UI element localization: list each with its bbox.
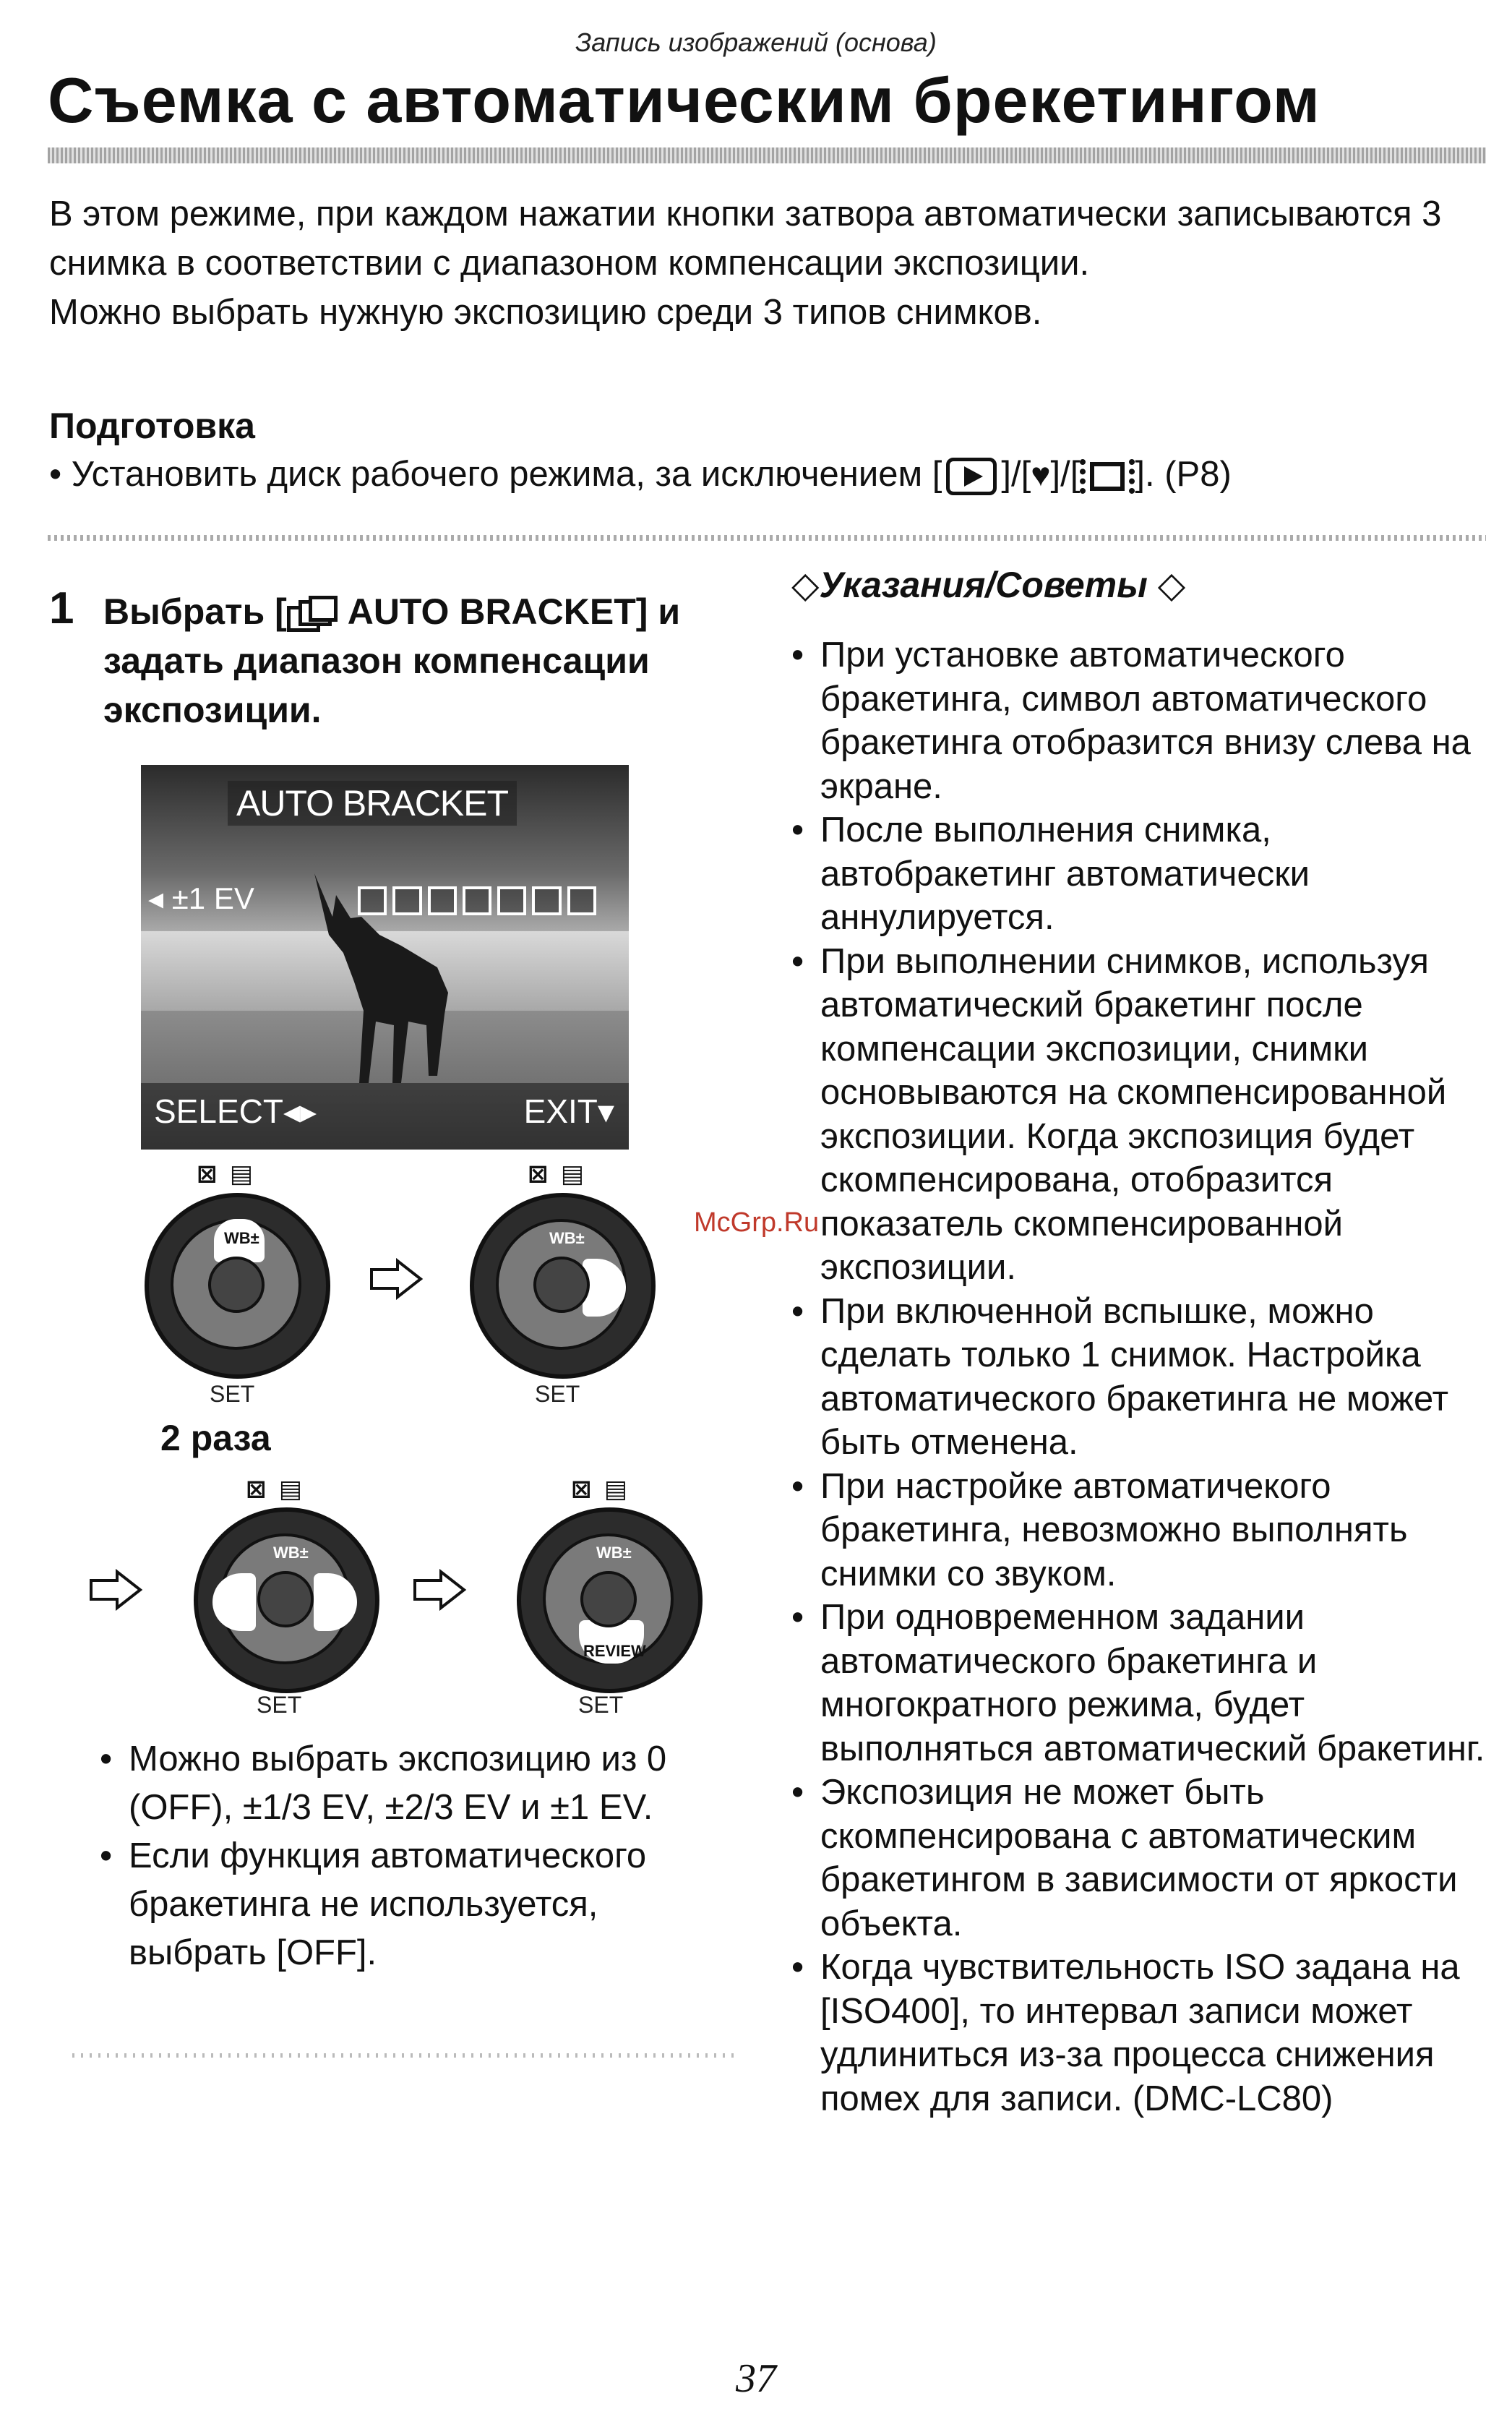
- dial-2-top-icons: ⊠ ▤: [528, 1160, 588, 1188]
- intro-paragraph-1: В этом режиме, при каждом нажатии кнопки затвора автоматически записываются 3 снимка в соответствии с диапазоном компенсации экспозиции.: [49, 194, 1442, 283]
- left-column-end-divider: [72, 2053, 737, 2058]
- tip-item: • При выполнении снимков, используя автоматический бракетинг после компенсации экспозиции, снимки основываются на скомпенсированной экспозиции. Когда экспозиция будет скомпенсирована, отобразится показатель скомпенсированной экспозиции.: [791, 940, 1485, 1290]
- dial-wb-label: WB±: [273, 1544, 309, 1562]
- dial-wb-label: WB±: [596, 1544, 632, 1562]
- osd-auto-bracket-title: AUTO BRACKET: [228, 781, 517, 826]
- preparation-sep-1: ]/[: [1001, 455, 1031, 494]
- heart-icon: ♥: [1031, 455, 1051, 493]
- tip-item: • При включенной вспышке, можно сделать только 1 снимок. Настройка автоматического бракетинга не может быть отменена.: [791, 1290, 1485, 1465]
- tip-item: • При установке автоматического бракетинга, символ автоматического бракетинга отобразится внизу слева на экране.: [791, 633, 1485, 808]
- dial-3-top-icons: ⊠ ▤: [246, 1476, 306, 1503]
- dial-2-set-label: SET: [535, 1381, 580, 1407]
- tips-heading: ◇Указания/Советы ◇: [791, 565, 1186, 605]
- step-number: 1: [49, 583, 74, 633]
- section-header: Запись изображений (основа): [575, 27, 937, 57]
- control-dial-1[interactable]: [145, 1193, 330, 1379]
- dial-wb-label: WB±: [224, 1229, 259, 1247]
- dial-center-button[interactable]: [208, 1257, 265, 1313]
- osd-exposure-scale: [358, 886, 596, 915]
- preparation-heading: Подготовка: [49, 406, 255, 446]
- preparation-text-start: • Установить диск рабочего режима, за исключением [: [49, 455, 942, 494]
- dial-3-set-label: SET: [257, 1692, 302, 1718]
- title-divider: [48, 147, 1486, 163]
- step-instruction-end: AUTO BRACKET] и задать диапазон компенсации экспозиции.: [103, 591, 681, 730]
- tip-item: • После выполнения снимка, автобракетинг автоматически аннулируется.: [791, 808, 1485, 940]
- dial-1-set-label: SET: [210, 1381, 255, 1407]
- intro-paragraph-2: Можно выбрать нужную экспозицию среди 3 типов снимков.: [49, 293, 1042, 332]
- dial-center-button[interactable]: [257, 1571, 314, 1627]
- step-instruction: [103, 587, 754, 735]
- control-dial-2[interactable]: [470, 1193, 656, 1379]
- step-note: • Если функция автоматического бракетинга не используется, выбрать [OFF].: [100, 1832, 736, 1977]
- watermark: McGrp.Ru: [694, 1207, 820, 1238]
- page-number: 37: [736, 2356, 776, 2401]
- dial-review-label: REVIEW: [583, 1642, 646, 1660]
- intro-text: [49, 189, 1466, 337]
- dial-4-set-label: SET: [578, 1692, 624, 1718]
- preparation-text: [49, 454, 1232, 495]
- tip-item: • При настройке автоматичекого бракетинга, невозможно выполнять снимки со звуком.: [791, 1465, 1485, 1596]
- section-divider: [48, 535, 1486, 541]
- tip-item: • Когда чувствительность ISO задана на [ISO400], то интервал записи может удлиниться из-за процесса снижения помех для записи. (DMC-LC80): [791, 1946, 1485, 2121]
- step-notes: [100, 1735, 736, 1977]
- arrow-right-icon: [412, 1569, 467, 1611]
- auto-bracket-icon: [287, 596, 338, 633]
- preparation-text-end: ]. (P8): [1135, 455, 1232, 494]
- control-dial-4[interactable]: [517, 1507, 703, 1693]
- dial-1-top-icons: ⊠ ▤: [197, 1160, 257, 1188]
- movie-mode-icon: [1080, 459, 1135, 494]
- dial-center-button[interactable]: [533, 1257, 590, 1313]
- preparation-sep-2: ]/[: [1050, 455, 1081, 494]
- control-dial-3[interactable]: [194, 1507, 379, 1693]
- osd-select-label: SELECT◂▸: [154, 1092, 317, 1130]
- dial-center-button[interactable]: [580, 1571, 637, 1627]
- dial-4-top-icons: ⊠ ▤: [571, 1476, 631, 1503]
- dial-wb-label: WB±: [549, 1229, 585, 1247]
- osd-exit-label: EXIT▾: [523, 1092, 614, 1130]
- repeat-count-label: 2 раза: [160, 1418, 271, 1458]
- step-note: • Можно выбрать экспозицию из 0 (OFF), ±1/3 EV, ±2/3 EV и ±1 EV.: [100, 1735, 736, 1832]
- arrow-right-icon: [369, 1258, 424, 1300]
- arrow-right-icon: [88, 1569, 143, 1611]
- page-title: Съемка с автоматическим брекетингом: [48, 64, 1320, 136]
- tip-item: • При одновременном задании автоматического бракетинга и многократного режима, будет выполняться автоматический бракетинг.: [791, 1596, 1485, 1771]
- tips-list: [791, 633, 1485, 2121]
- dial-right-highlight: [314, 1573, 357, 1631]
- osd-ev-value: ◂ ±1 EV: [148, 881, 254, 915]
- playback-mode-icon: [946, 458, 997, 495]
- dial-left-highlight: [212, 1573, 256, 1631]
- tip-item: • Экспозиция не может быть скомпенсирована с автоматическим бракетингом в зависимости от яркости объекта.: [791, 1771, 1485, 1946]
- step-instruction-start: Выбрать [: [103, 591, 287, 632]
- camera-lcd-screen: [141, 765, 629, 1150]
